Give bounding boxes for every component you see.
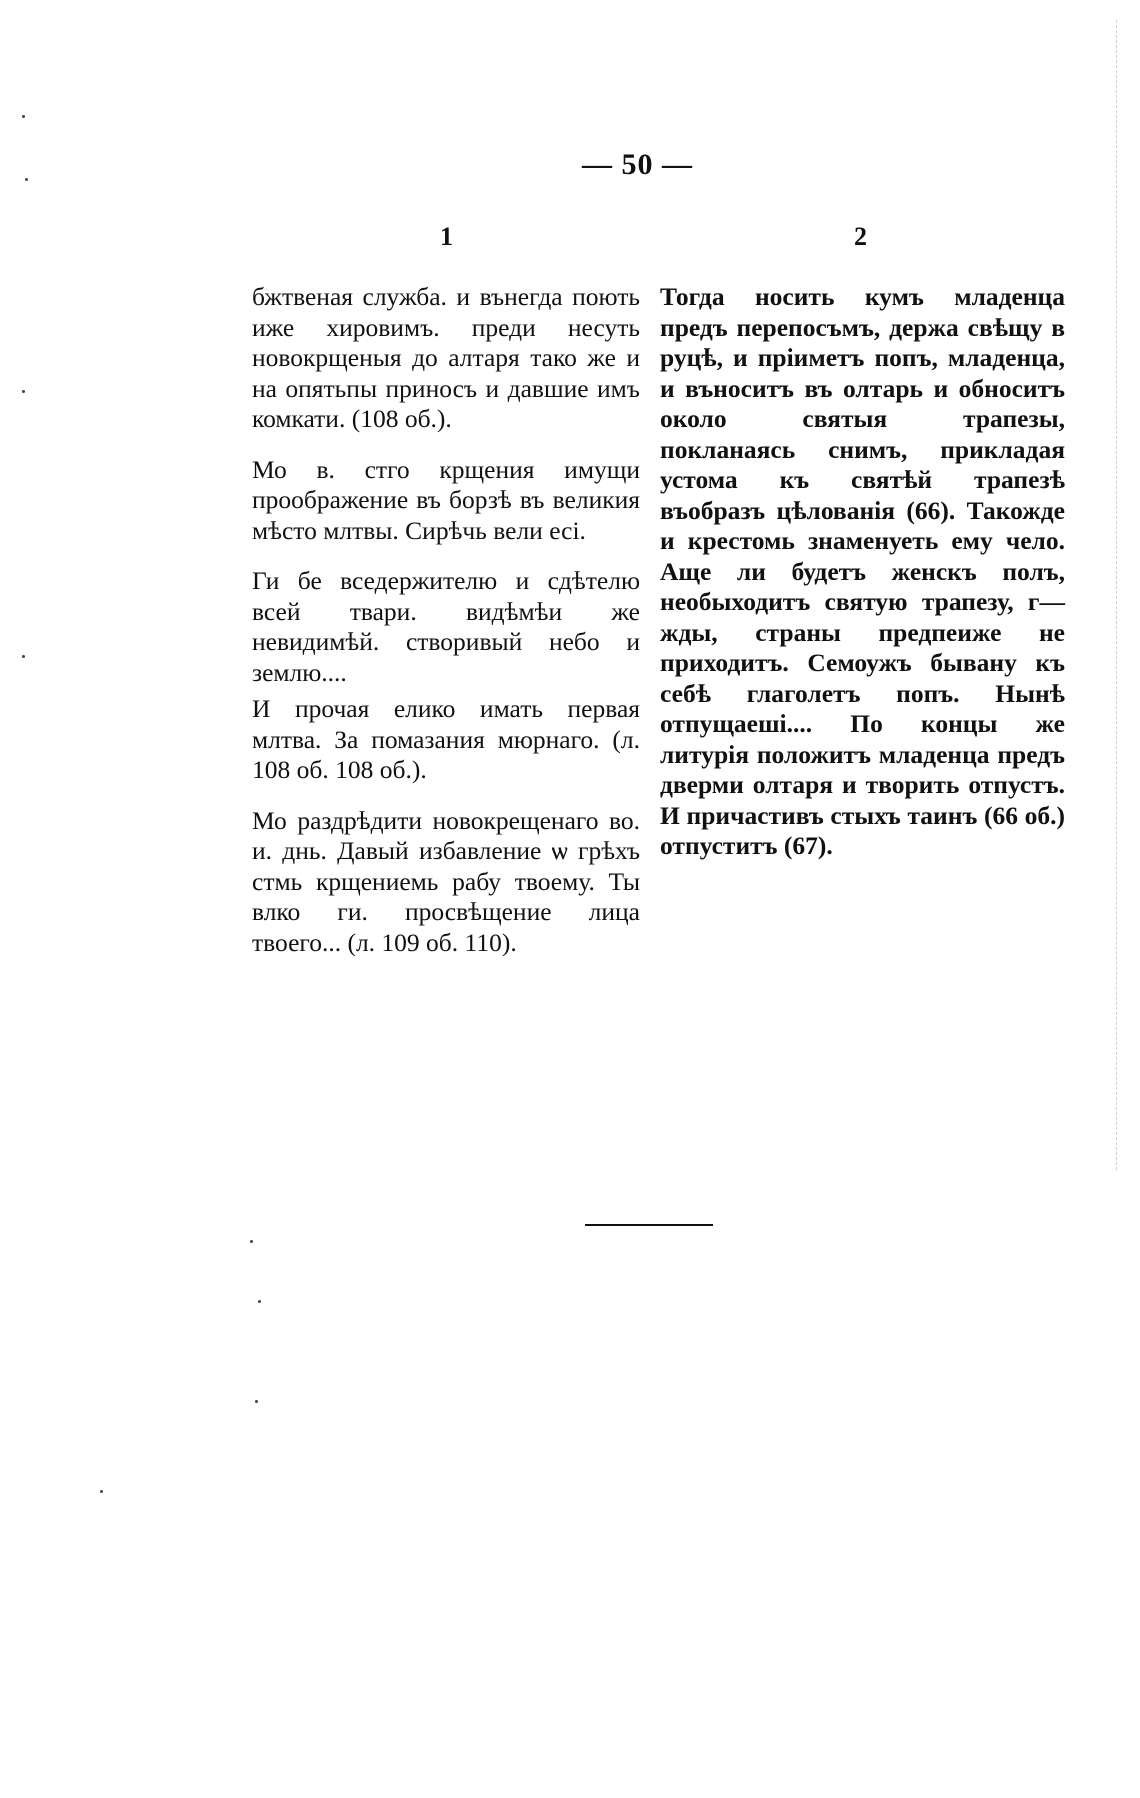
page-edge-shadow	[1116, 20, 1117, 1170]
scan-speck	[22, 115, 25, 118]
left-paragraph: Мо раздрѣдити новокрещенаго во. и. днь. Давый избавление ѡ грѣхъ стмь крщениемь рабу твоему. Ты влко ги. просвѣщение лица твоего... (л. 109 об. 110).	[252, 805, 640, 957]
right-paragraph: Тогда носить кумъ младенца предъ перепосъмъ, держа свѣщу в руцѣ, и пріиметъ попъ, младенца, и въноситъ въ олтарь и обноситъ около святыя трапезы, покланаясь снимъ, прикладая устома къ святѣй трапезѣ въобразъ цѣлованія (66). Такожде и крестомь знаменуеть ему чело. Аще ли будетъ женскъ полъ, необыходитъ святую трапезу, г—жды, страны предпеиже не приходитъ. Семоужъ бывану къ себѣ глаголетъ попъ. Нынѣ отпущаеші.... По концы же литурія положитъ младенца предъ дверми олтаря и творить отпустъ. И причастивъ стыхъ таинъ (66 об.) отпуститъ (67).	[660, 282, 1065, 860]
scan-speck	[255, 1400, 258, 1403]
left-paragraph: Ги бе вседержителю и сдѣтелю всей твари. видѣмѣи же невидимѣй. створивый небо и землю....	[252, 566, 640, 687]
left-column	[252, 282, 640, 958]
scan-speck	[250, 1240, 253, 1243]
left-paragraph: Мо в. стго крщения имущи проображение въ борзѣ въ великия мѣсто млтвы. Сирѣчь вели есі.	[252, 454, 640, 545]
section-divider-rule	[585, 1224, 713, 1226]
page-number: — 50 —	[582, 148, 693, 181]
scan-speck	[22, 655, 25, 658]
right-column	[660, 282, 1065, 862]
scan-speck	[100, 1490, 103, 1493]
left-paragraph: бжтвеная служба. и вънегда поють иже хировимъ. преди несуть новокрщеныя до алтаря тако же и на опятьпы приносъ и давшие имъ комкати. (108 об.).	[252, 282, 640, 433]
scan-speck	[258, 1300, 261, 1303]
left-paragraph: И прочая елико имать первая млтва. За помазания мюрнаго. (л. 108 об. 108 об.).	[252, 694, 640, 784]
scan-speck	[25, 178, 28, 181]
scan-speck	[22, 390, 25, 393]
left-column-number: 1	[440, 222, 453, 251]
right-column-number: 2	[854, 222, 867, 251]
